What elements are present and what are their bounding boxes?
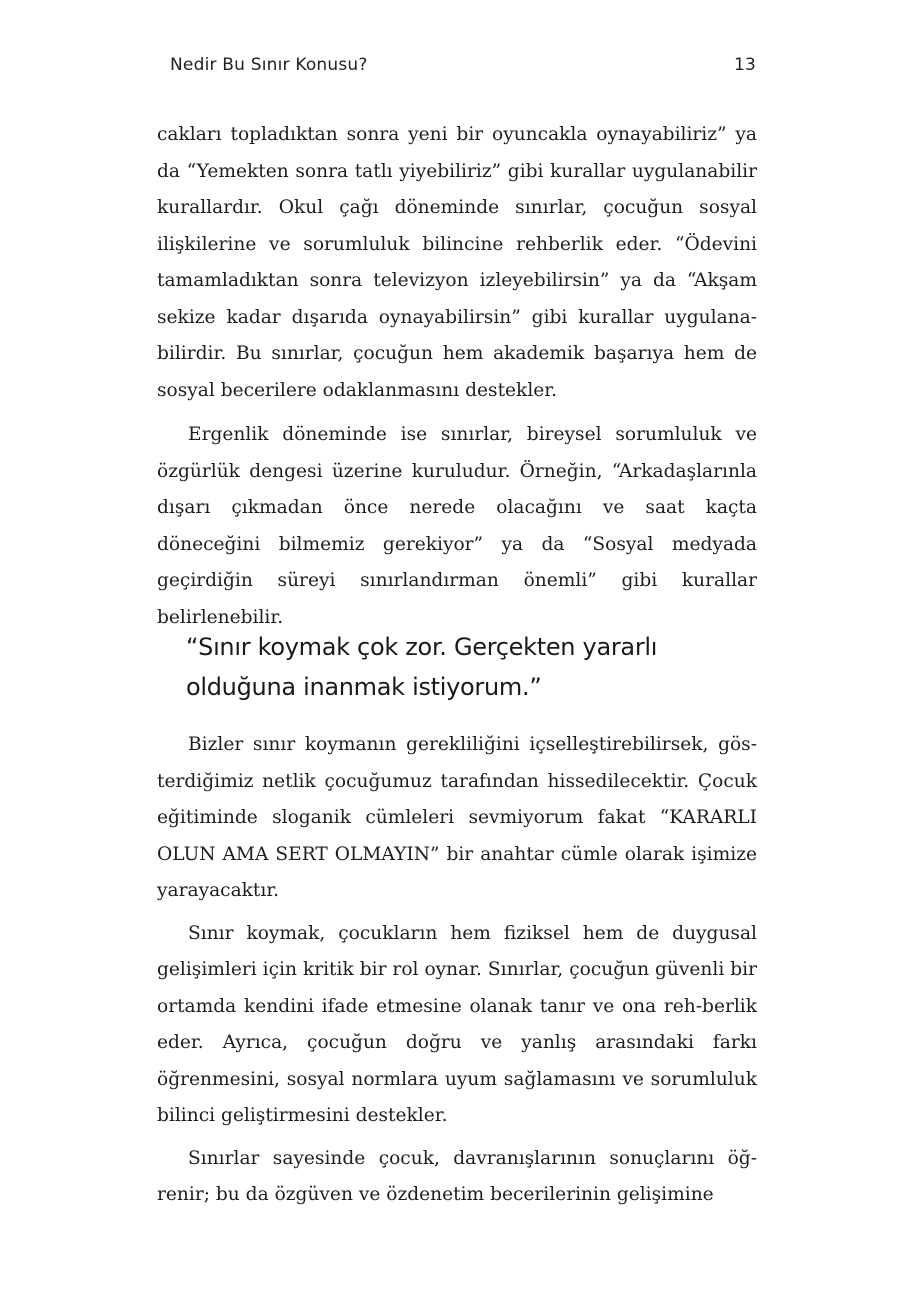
paragraph: Ergenlik döneminde ise sınırlar, bireysel sorumluluk ve özgürlük dengesi üzerine kuruludur. Örneğin, “Arkadaşlarınla dışarı çıkmadan önce nerede olacağını ve saat kaçta döneceğini bilmemiz gerekiyor” ya da “Sosyal medyada geçirdiğin süreyi sınırlandırman önemli” gibi kurallar belirlenebilir.: [157, 424, 757, 628]
paragraph: Bizler sınır koymanın gerekliliğini içselleştirebilirsek, gös-terdiğimiz netlik çocuğumuz tarafından hissedilecektir. Çocuk eğitiminde sloganik cümleleri sevmiyorum fakat “KARARLI OLUN AMA SERT OLMAYIN” bir anahtar cümle olarak işimize yarayacaktır.: [157, 734, 757, 901]
text-block-top: [157, 117, 757, 409]
page-number: 13: [733, 55, 756, 75]
running-header: [170, 52, 756, 78]
paragraph: Sınır koymak, çocukların hem fiziksel hem de duygusal gelişimleri için kritik bir rol oynar. Sınırlar, çocuğun güvenli bir ortamda kendini ifade etmesine olanak tanır ve ona reh-berlik eder. Ayrıca, çocuğun doğru ve yanlış arasındaki farkı öğrenmesini, sosyal normlara uyum sağlamasını ve sorumluluk bilinci geliştirmesini destekler.: [157, 922, 757, 1126]
text-block-bottom: [157, 727, 757, 1214]
text-block-adolescence: [157, 417, 757, 636]
section-heading: “Sınır koymak çok zor. Gerçekten yararlı olduğuna inanmak istiyorum.”: [186, 633, 658, 701]
chapter-title: Nedir Bu Sınır Konusu?: [170, 55, 368, 75]
paragraph: Sınırlar sayesinde çocuk, davranışlarının sonuçlarını öğ-renir; bu da özgüven ve özdenetim becerilerinin gelişimine: [157, 1147, 757, 1205]
paragraph: cakları topladıktan sonra yeni bir oyuncakla oynayabiliriz” ya da “Yemekten sonra tatlı yiyebiliriz” gibi kurallar uygulanabilir kurallardır. Okul çağı döneminde sınırlar, çocuğun sosyal ilişkilerine ve sorumluluk bilincine rehberlik eder. “Ödevini tamamladıktan sonra televizyon izleyebilirsin” ya da “Akşam sekize kadar dışarıda oynayabilirsin” gibi kurallar uygulana-bilirdir. Bu sınırlar, çocuğun hem akademik başarıya hem de sosyal becerilere odaklanmasını destekler.: [157, 124, 757, 401]
